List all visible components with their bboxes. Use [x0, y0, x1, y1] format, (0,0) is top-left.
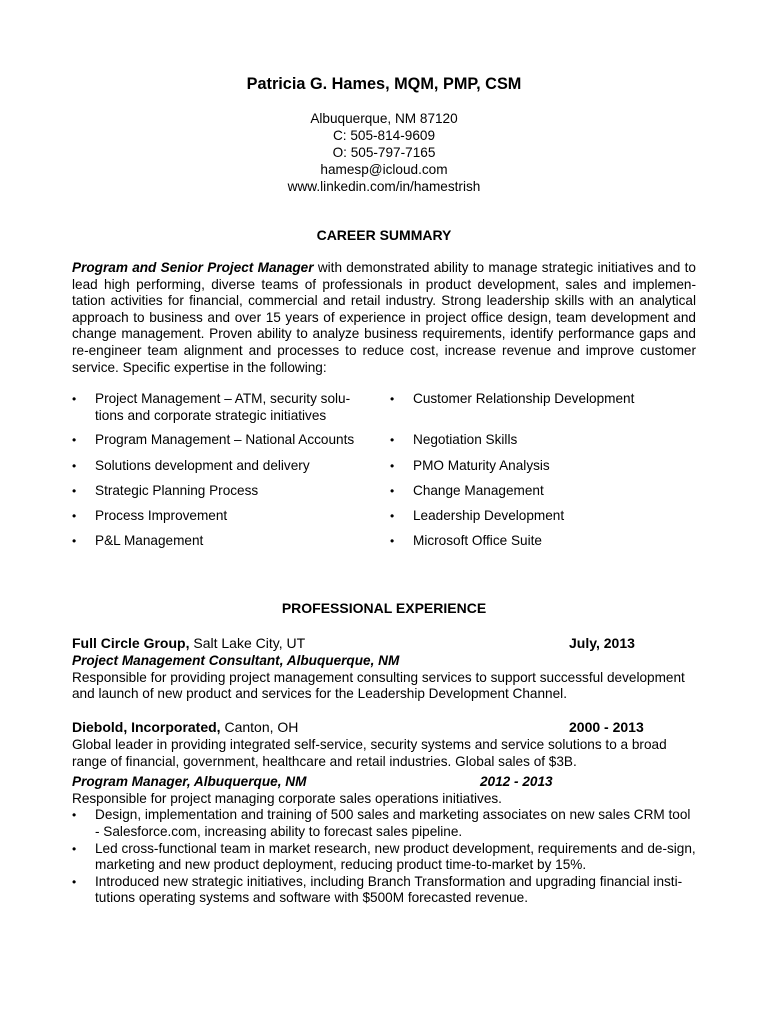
skill-item: • PMO Maturity Analysis: [390, 458, 713, 475]
skill-item: • Change Management: [390, 483, 713, 500]
job-diebold: [72, 719, 696, 907]
job-role: Program Manager, Albuquerque, NM: [72, 774, 307, 790]
contact-block: [72, 110, 696, 195]
career-summary-text: [72, 260, 696, 376]
job-header: [72, 635, 696, 653]
career-summary-heading: CAREER SUMMARY: [316, 227, 452, 243]
job-description: Responsible for providing project management consulting services to support successful development and launch of new product and services for the Leadership Development Channel.: [72, 669, 685, 702]
candidate-name: Patricia G. Hames, MQM, PMP, CSM: [246, 75, 522, 93]
contact-email: hamesp@icloud.com: [320, 162, 448, 177]
employer-location: Canton, OH: [220, 719, 299, 735]
job-header: [72, 719, 696, 737]
skill-item: • Project Management – ATM, security solu-tions and corporate strategic initiatives: [72, 391, 365, 424]
employer-name: Full Circle Group,: [72, 635, 190, 651]
contact-address: Albuquerque, NM 87120: [310, 111, 458, 126]
job-full-circle-group: [72, 635, 696, 703]
achievement-item: • Led cross-functional team in market research, new product development, requirements and de-sign, marketing and new product deployment, reducing product time-to-market by 15%.: [72, 841, 696, 874]
summary-lead: Program and Senior Project Manager: [72, 260, 314, 275]
job-role-row: [72, 774, 696, 791]
employer-location: Salt Lake City, UT: [189, 635, 306, 651]
role-date: 2012 - 2013: [480, 774, 553, 790]
skill-item: • Process Improvement: [72, 508, 365, 525]
contact-office-phone: O: 505-797-7165: [332, 145, 436, 160]
job-role: Project Management Consultant, Albuquerque, NM: [72, 653, 400, 668]
summary-body: with demonstrated ability to manage strategic initiatives and to lead high performing, diverse teams of professionals in product development, sales and implemen-tation activities for financial, commercial and retail industry. Strong leadership skills with an analytical approach to business and over 15 years of experience in project office design, team development and change management. Proven ability to analyze business requirements, identify performance gaps and re-engineer team alignment and processes to reduce cost, increase revenue and improve customer service. Specific expertise in the following:: [72, 260, 696, 375]
skill-item: • Solutions development and delivery: [72, 458, 365, 475]
contact-linkedin: www.linkedin.com/in/hamestrish: [287, 179, 481, 194]
achievement-list: [72, 807, 696, 907]
experience-heading: PROFESSIONAL EXPERIENCE: [281, 600, 487, 616]
employer-description: Global leader in providing integrated self-service, security systems and service solutions to a broad range of financial, government, healthcare and retail industries. Global sales of $3B.: [72, 737, 667, 769]
role-description: Responsible for project managing corporate sales operations initiatives.: [72, 790, 502, 806]
job-date: 2000 - 2013: [569, 719, 644, 735]
skill-item: • Program Management – National Accounts: [72, 432, 365, 449]
skill-item: • Customer Relationship Development: [390, 391, 713, 408]
job-date: July, 2013: [569, 635, 635, 651]
achievement-item: • Design, implementation and training of 500 sales and marketing associates on new sales CRM tool - Salesforce.com, increasing ability to forecast sales pipeline.: [72, 807, 696, 840]
contact-cell-phone: C: 505-814-9609: [332, 128, 436, 143]
employer-name: Diebold, Incorporated,: [72, 719, 221, 735]
skill-item: • Microsoft Office Suite: [390, 533, 713, 550]
achievement-item: • Introduced new strategic initiatives, including Branch Transformation and upgrading financial insti-tutions operating systems and software with $500M forecasted revenue.: [72, 874, 696, 907]
skill-item: • Strategic Planning Process: [72, 483, 365, 500]
skill-item: • Leadership Development: [390, 508, 713, 525]
skill-item: • P&L Management: [72, 533, 365, 550]
skill-item: • Negotiation Skills: [390, 432, 713, 449]
